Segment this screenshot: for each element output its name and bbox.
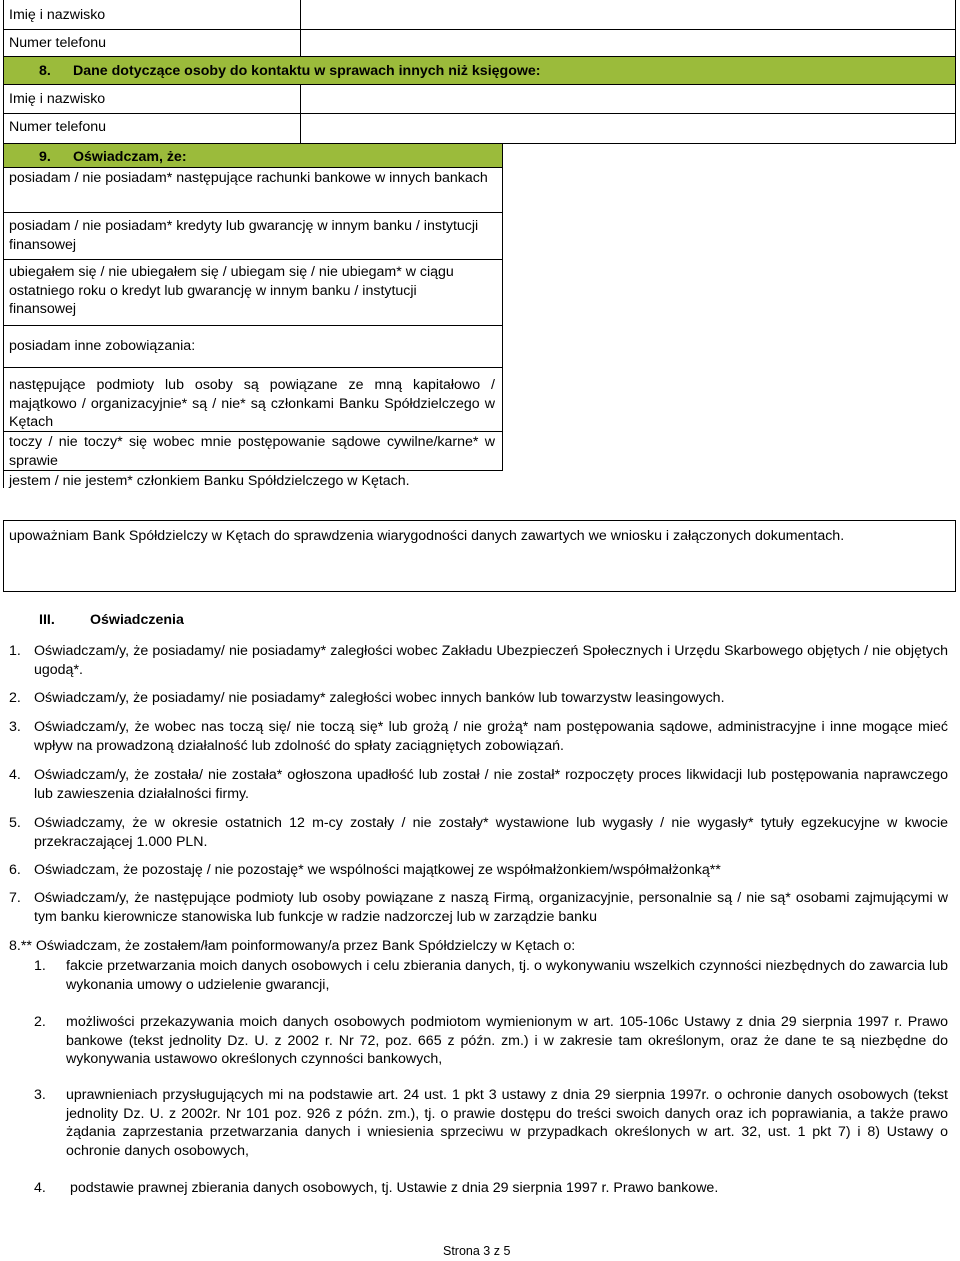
statement-zus-arrears: Oświadczam/y, że posiadamy/ nie posiadamy* zaległości wobec Zakładu Ubezpieczeń Społecznych i Urzędu Skarbowego objętych / nie objętych ugodą*. xyxy=(34,643,948,678)
statement-number: 3. xyxy=(9,719,21,735)
statement-proceedings: Oświadczam/y, że wobec nas toczą się/ nie toczą się* lub grożą / nie grożą* nam postępowania sądowe, administracyjne i inne mogące mieć wpływ na prowadzoną działalność lub zdolność do spłaty zaciągniętych zobowiązań. xyxy=(34,719,948,754)
phone-label: Numer telefonu xyxy=(9,35,106,51)
statement-number: 4. xyxy=(9,767,21,783)
row-divider xyxy=(4,212,502,213)
section-3-title: Oświadczenia xyxy=(90,612,184,628)
statement-8-intro: 8.** Oświadczam, że zostałem/łam poinformowany/a przez Bank Spółdzielczy w Kętach o: xyxy=(9,938,576,954)
statement-management-positions: Oświadczam/y, że następujące podmioty lub osoby powiązane z naszą Firmą, organizacyjnie, personalnie są / nie są* osobami zajmującymi w tym banku kierownicze stanowiska lub funkcje w radzie nadzorczej lub w zarządzie banku xyxy=(34,890,948,925)
declaration-related-entities: następujące podmioty lub osoby są powiązane ze mną kapitałowo / majątkowo / organizacyjnie* są / nie* są członkami Banku Spółdzielczego w Kętach xyxy=(9,377,495,430)
declarations-divider xyxy=(502,144,503,471)
sub-item-processing: fakcie przetwarzania moich danych osobowych i celu zbierania danych, tj. o wykonywaniu wszelkich czynności niezbędnych do zawarcia lub wykonania umowy o udzielenie gwarancji, xyxy=(66,958,948,993)
row-divider xyxy=(4,431,502,432)
section-8-title: Dane dotyczące osoby do kontaktu w sprawach innych niż księgowe: xyxy=(73,63,541,79)
declaration-applications: ubiegałem się / nie ubiegałem się / ubiegam się / nie ubiegam* w ciągu ostatniego roku o kredyt lub gwarancję w innym banku / instytucji finansowej xyxy=(9,264,454,317)
section-9-number: 9. xyxy=(39,149,51,165)
sub-item-number: 3. xyxy=(34,1087,46,1103)
statement-number: 1. xyxy=(9,643,21,659)
contact-name-field[interactable] xyxy=(301,85,955,113)
statement-bankruptcy: Oświadczam/y, że została/ nie została* ogłoszona upadłość lub został / nie został* rozpoczęty proces likwidacji lub postępowania naprawczego lub zawieszenia działalności firmy. xyxy=(34,767,948,802)
declaration-other-obligations: posiadam inne zobowiązania: xyxy=(9,338,196,354)
row-divider xyxy=(4,259,502,260)
sub-item-legal-basis: podstawie prawnej zbierania danych osobowych, tj. Ustawie z dnia 29 sierpnia 1997 r. Prawo bankowe. xyxy=(70,1180,719,1196)
name-label: Imię i nazwisko xyxy=(9,7,106,23)
sub-item-number: 2. xyxy=(34,1014,46,1030)
statement-bank-arrears: Oświadczam/y, że posiadamy/ nie posiadamy* zaległości wobec innych banków lub towarzystw leasingowych. xyxy=(34,690,725,706)
statement-enforcement: Oświadczamy, że w okresie ostatnich 12 m-cy zostały / nie zostały* wystawione lub wygasły / nie wygasły* tytuły egzekucyjne w kwocie przekraczającej 1.000 PLN. xyxy=(34,815,948,850)
page-number: Strona 3 z 5 xyxy=(443,1244,511,1258)
statement-number: 7. xyxy=(9,890,21,906)
phone-field[interactable] xyxy=(301,30,955,56)
sub-item-rights: uprawnieniach przysługujących mi na podstawie art. 24 ust. 1 pkt 3 ustawy z dnia 29 sierpnia 1997r. o ochronie danych osobowych (tekst jednolity Dz. U. z 2002r. Nr 101 poz. 926 z późn. zm.), tj. o prawie dostępu do treści swoich danych oraz ich poprawiania, a także prawo żądania zaprzestania przetwarzania danych i wniesienia sprzeciwu w przypadkach określonych w art. 32, ust. 1 pkt 7) i 8) Ustawy o ochronie danych osobowych, xyxy=(66,1087,948,1159)
contact-phone-label: Numer telefonu xyxy=(9,119,106,135)
declaration-membership: jestem / nie jestem* członkiem Banku Spółdzielczego w Kętach. xyxy=(9,473,410,489)
row-divider xyxy=(4,367,502,368)
section-3-number: III. xyxy=(39,612,55,628)
declaration-court-proceedings: toczy / nie toczy* się wobec mnie postępowanie sądowe cywilne/karne* w sprawie xyxy=(9,434,495,469)
name-field[interactable] xyxy=(301,0,955,29)
statement-marital-property: Oświadczam, że pozostaję / nie pozostaję* we wspólności majątkowej ze współmałżonkiem/współmałżonką** xyxy=(34,862,721,878)
declaration-credits: posiadam / nie posiadam* kredyty lub gwarancję w innym banku / instytucji finansowej xyxy=(9,218,479,253)
sub-item-transfer: możliwości przekazywania moich danych osobowych podmiotom wymienionym w art. 105-106c Ustawy z dnia 29 sierpnia 1997 r. Prawo bankowe (tekst jednolity Dz. U. z 2002 r. Nr 72, poz. 665 z późn. zm.) i w zakresie tam określonym, oraz że dane te są niezbędne do wykonywania ustawowo określonych czynności bankowych, xyxy=(66,1014,948,1067)
sub-item-number: 1. xyxy=(34,958,46,974)
contact-phone-field[interactable] xyxy=(301,114,955,143)
section-9-title: Oświadczam, że: xyxy=(73,149,187,165)
statement-number: 2. xyxy=(9,690,21,706)
row-divider xyxy=(4,325,502,326)
authorization-text: upoważniam Bank Spółdzielczy w Kętach do sprawdzenia wiarygodności danych zawartych we wniosku i załączonych dokumentach. xyxy=(9,528,845,544)
contact-name-label: Imię i nazwisko xyxy=(9,91,106,107)
statement-number: 5. xyxy=(9,815,21,831)
statement-number: 6. xyxy=(9,862,21,878)
declaration-bank-accounts: posiadam / nie posiadam* następujące rachunki bankowe w innych bankach xyxy=(9,170,488,186)
section-8-number: 8. xyxy=(39,63,51,79)
sub-item-number: 4. xyxy=(34,1180,46,1196)
row-divider xyxy=(4,470,502,471)
